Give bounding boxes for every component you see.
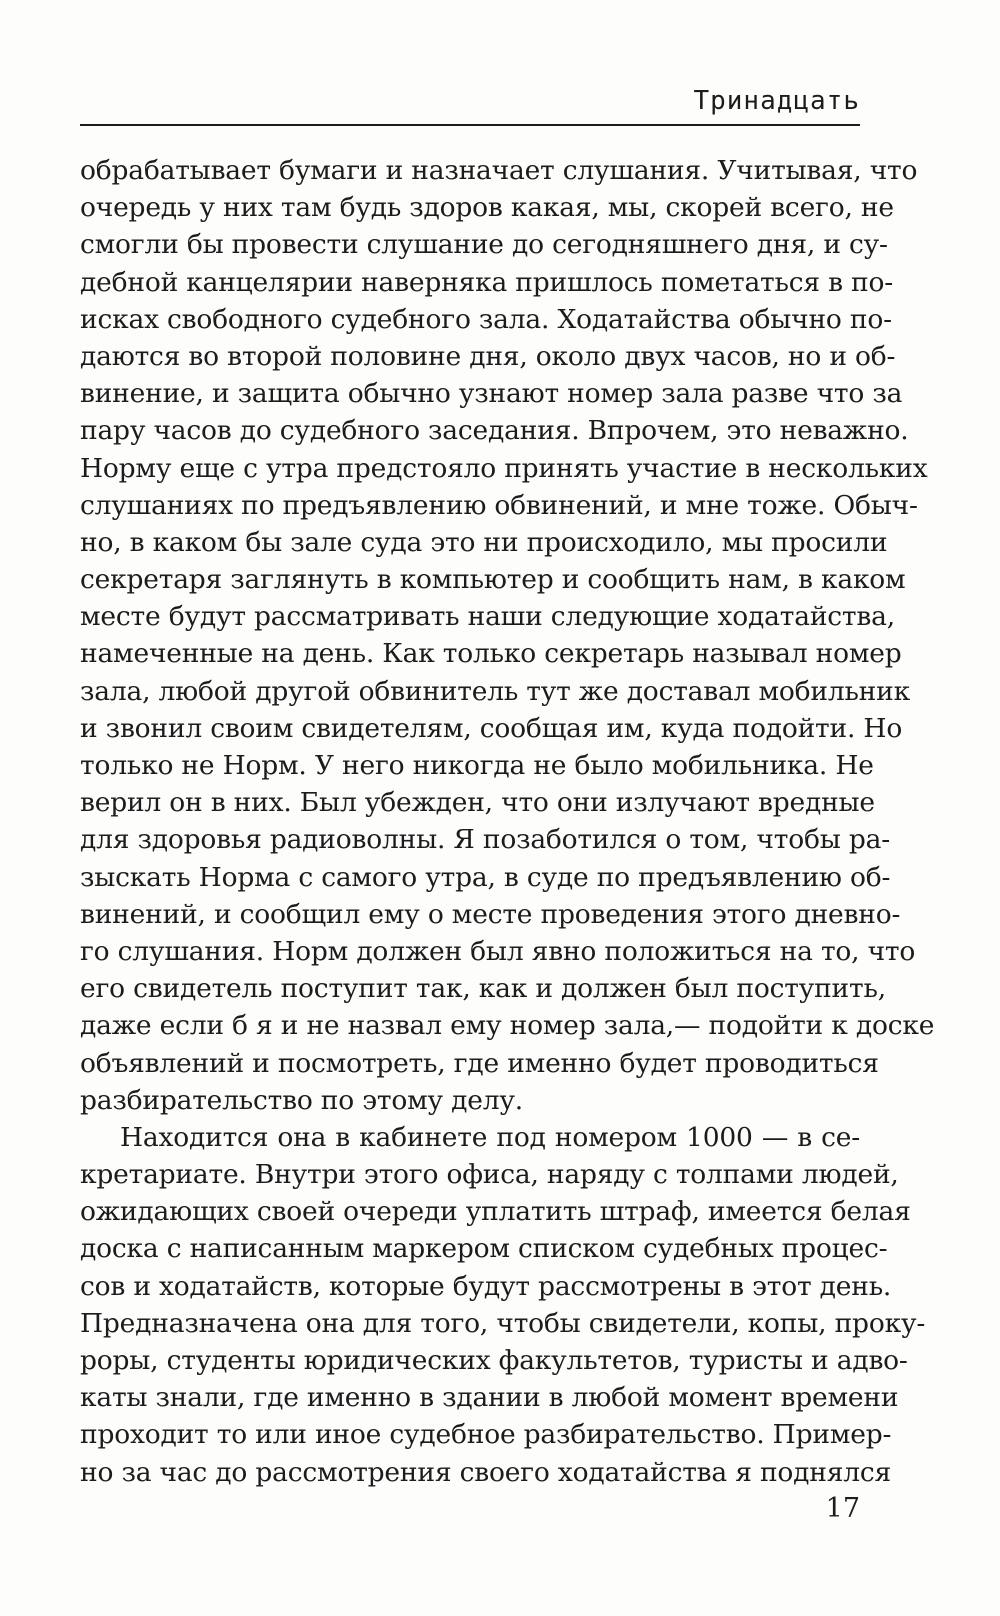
text-line: кретариате. Внутри этого офиса, наряду с толпами людей,	[80, 1159, 899, 1191]
text-line: Находится она в кабинете под номером 1000 — в се-	[120, 1121, 860, 1153]
text-line: проходит то или иное судебное разбирательство. Пример-	[80, 1419, 892, 1451]
text-line: обрабатывает бумаги и назначает слушания. Учитывая, что	[80, 155, 918, 186]
text-line: пару часов до судебного заседания. Впрочем, это неважно.	[80, 415, 909, 447]
text-line: очередь у них там будь здоров какая, мы, скорей всего, не	[80, 192, 894, 224]
text-line: секретаря заглянуть в компьютер и сообщить нам, в каком	[80, 564, 906, 596]
body-text	[80, 152, 935, 1491]
text-line: сов и ходатайств, которые будут рассмотрены в этот день.	[80, 1270, 892, 1302]
text-line: верил он в них. Был убежден, что они излучают вредные	[80, 787, 875, 819]
text-line: даются во второй половине дня, около двух часов, но и об-	[80, 340, 896, 372]
text-line: и звонил своим свидетелям, сообщая им, куда подойти. Но	[80, 712, 903, 744]
text-line: доска с написанным маркером списком судебных процес-	[80, 1233, 888, 1265]
page-number: 17	[825, 1493, 860, 1524]
text-line: каты знали, где именно в здании в любой момент времени	[80, 1382, 899, 1414]
text-line: роры, студенты юридических факультетов, туристы и адво-	[80, 1345, 908, 1376]
text-line: даже если б я и не назвал ему номер зала,— подойти к доске	[80, 1010, 935, 1042]
text-line: зыскать Норма с самого утра, в суде по предъявлению об-	[80, 861, 891, 893]
text-line: но за час до рассмотрения своего ходатайства я поднялся	[80, 1456, 892, 1488]
text-line: намеченные на день. Как только секретарь называл номер	[80, 638, 902, 670]
text-line: его свидетель поступит так, как и должен был поступить,	[80, 973, 886, 1005]
text-line: для здоровья радиоволны. Я позаботился о том, чтобы ра-	[80, 824, 890, 856]
text-line: дебной канцелярии наверняка пришлось пометаться в по-	[80, 266, 894, 298]
text-line: смогли бы провести слушание до сегодняшнего дня, и су-	[80, 229, 888, 261]
text-line: винений, и сообщил ему о месте проведения этого дневно-	[80, 898, 901, 930]
chapter-title: Тринадцать	[693, 86, 860, 116]
paragraph-1	[80, 152, 935, 1119]
text-line: слушаниях по предъявлению обвинений, и мне тоже. Обыч-	[80, 489, 918, 521]
text-line: разбирательство по этому делу.	[80, 1084, 523, 1116]
text-line: зала, любой другой обвинитель тут же доставал мобильник	[80, 675, 910, 707]
paragraph-2	[80, 1119, 926, 1491]
text-line: го слушания. Норм должен был явно положиться на то, что	[80, 935, 916, 967]
text-line: Предназначена она для того, чтобы свидетели, копы, проку-	[80, 1307, 926, 1339]
text-line: месте будут рассматривать наши следующие ходатайства,	[80, 601, 895, 633]
text-line: Норму еще с утра предстояло принять участие в нескольких	[80, 452, 928, 484]
text-line: ожидающих своей очереди уплатить штраф, имеется белая	[80, 1196, 911, 1228]
running-header	[80, 84, 860, 126]
text-line: объявлений и посмотреть, где именно будет проводиться	[80, 1047, 879, 1079]
text-line: исках свободного судебного зала. Ходатайства обычно по-	[80, 303, 892, 335]
text-line: винение, и защита обычно узнают номер зала разве что за	[80, 378, 903, 410]
text-line: но, в каком бы зале суда это ни происходило, мы просили	[80, 526, 888, 558]
text-line: только не Норм. У него никогда не было мобильника. Не	[80, 750, 874, 781]
